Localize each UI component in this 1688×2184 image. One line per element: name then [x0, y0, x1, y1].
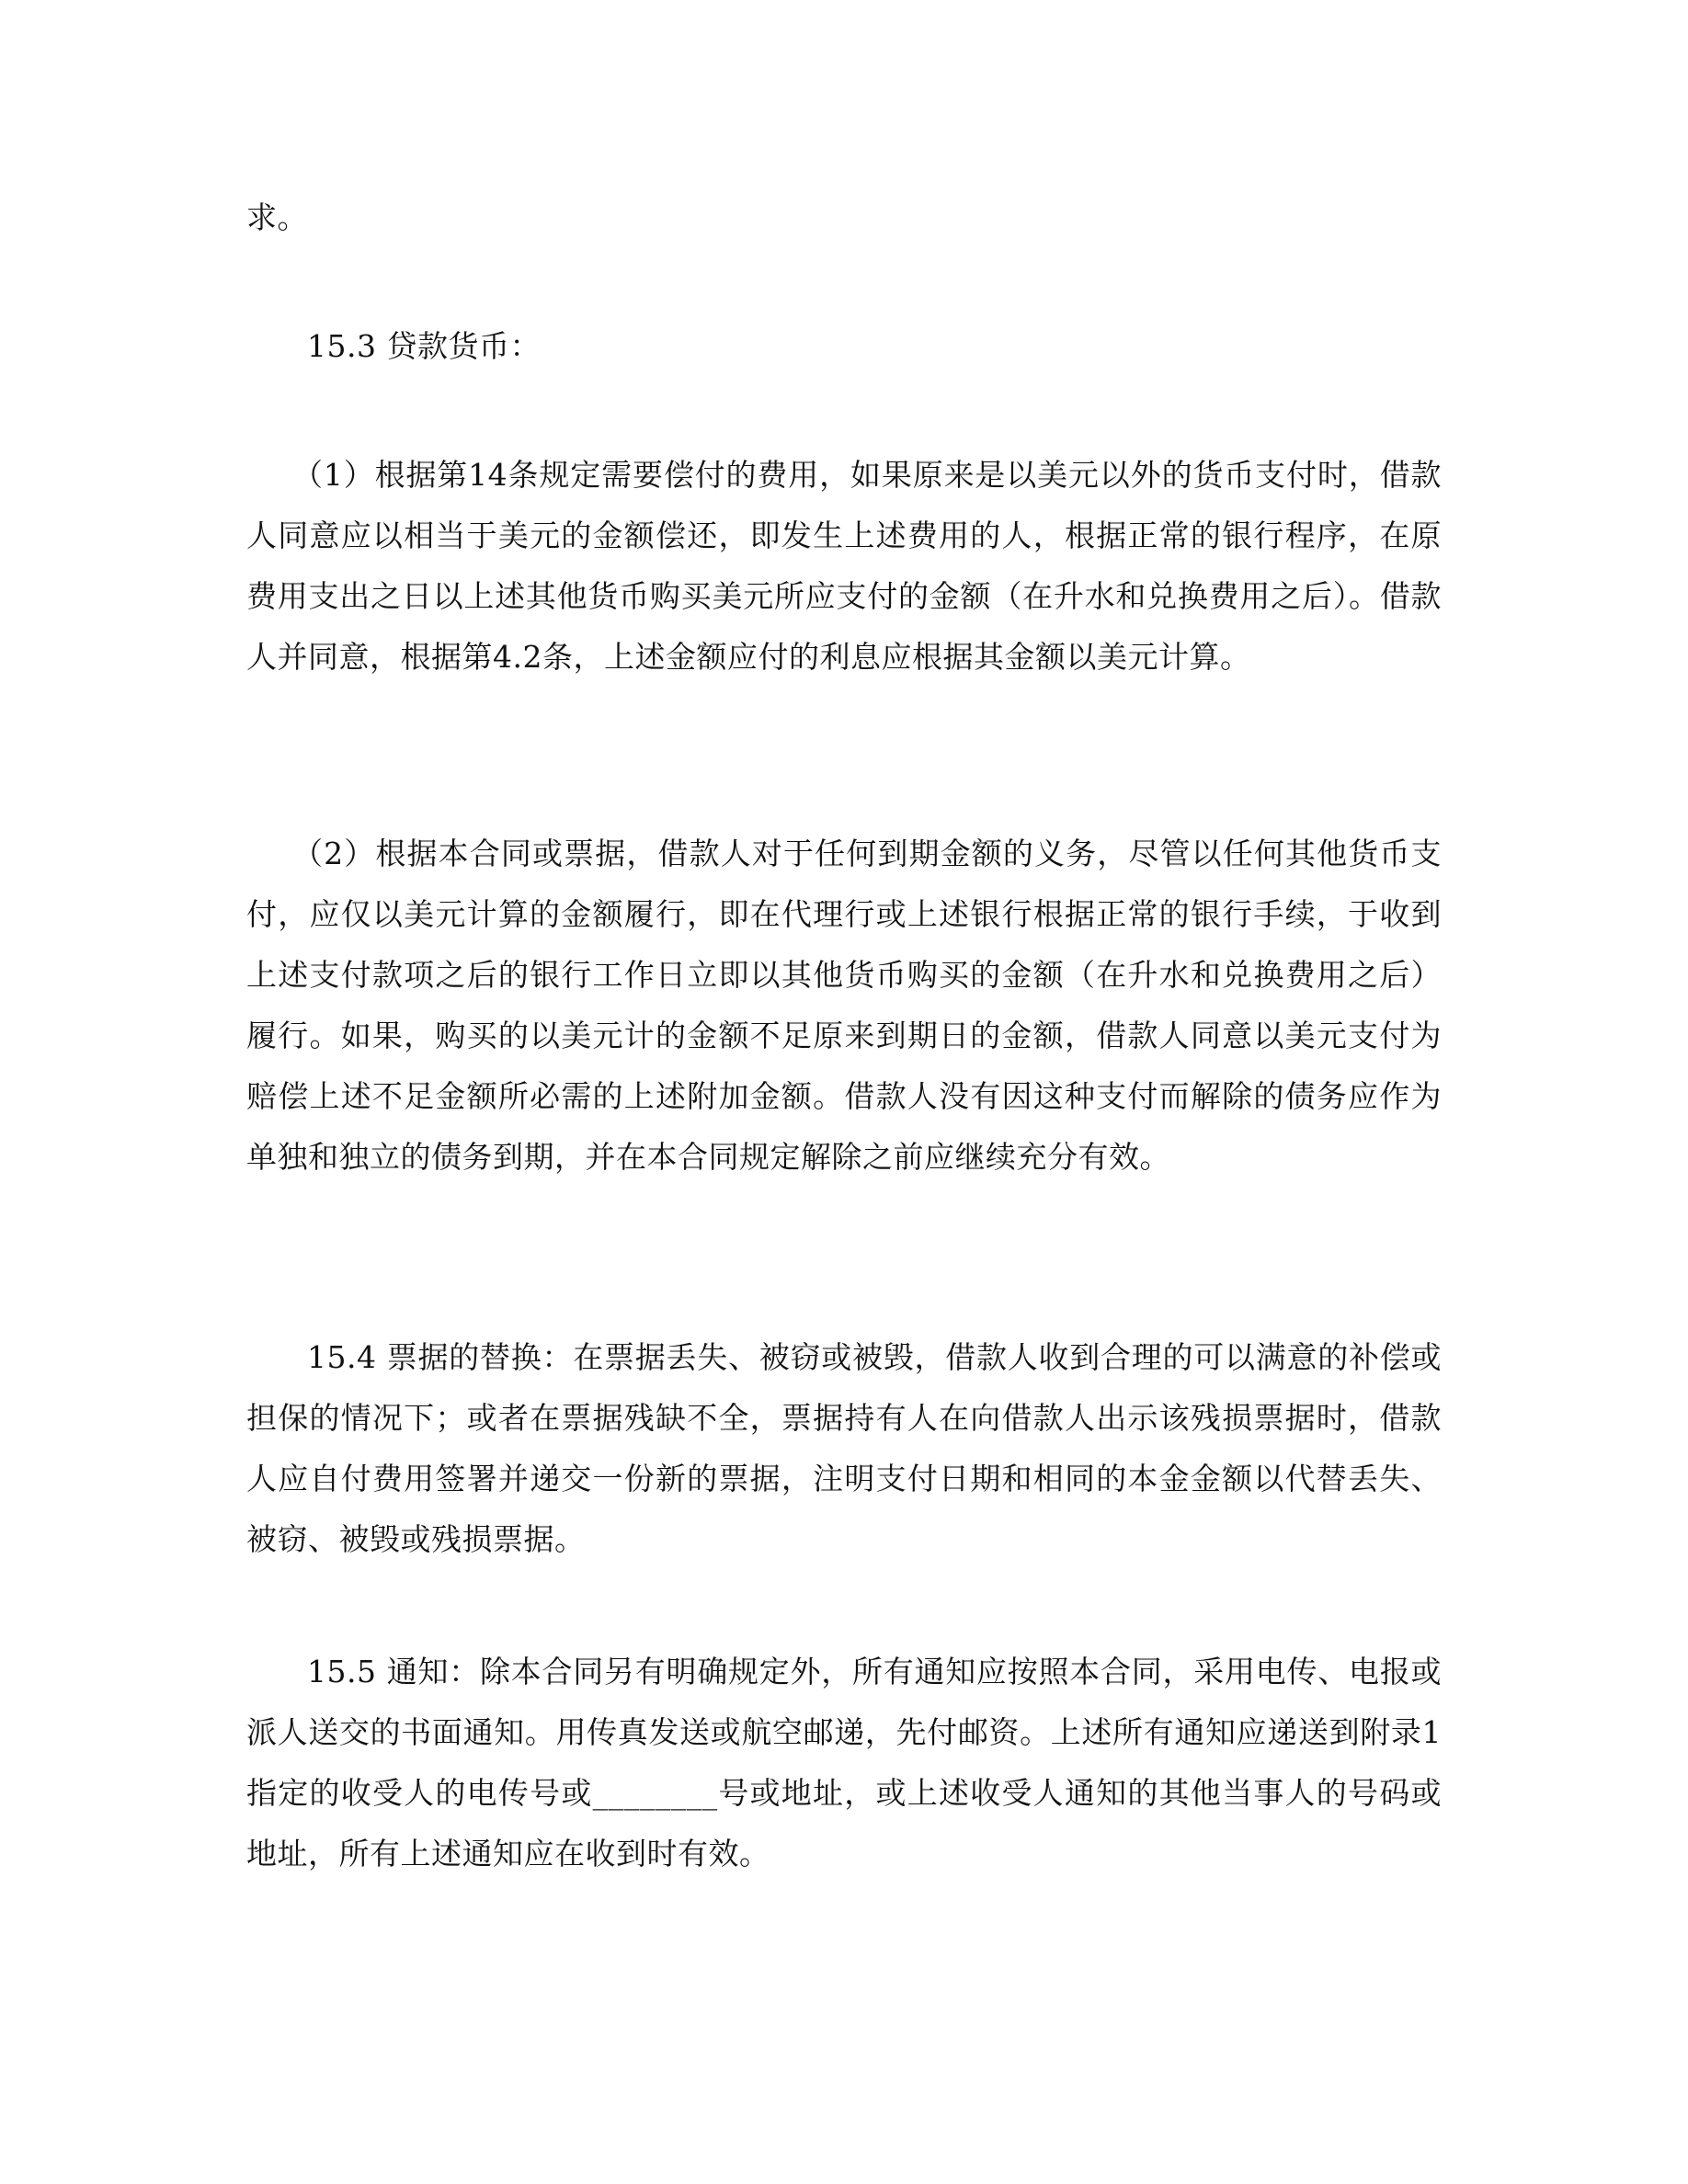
paragraph-15-3-2: （2）根据本合同或票据，借款人对于任何到期金额的义务，尽管以任何其他货币支付，应仅以美元计算的金额履行，即在代理行或上述银行根据正常的银行手续，于收到上述支付款项之后的银行工作日立即以其他货币购买的金额（在升水和兑换费用之后）履行。如果，购买的以美元计的金额不足原来到期日的金额，借款人同意以美元支付为赔偿上述不足金额所必需的上述附加金额。借款人没有因这种支付而解除的债务应作为单独和独立的债务到期，并在本合同规定解除之前应继续充分有效。: [246, 836, 1442, 1175]
paragraph-15-4: 15.4 票据的替换：在票据丢失、被窃或被毁，借款人收到合理的可以满意的补偿或担保的情况下；或者在票据残缺不全，票据持有人在向借款人出示该残损票据时，借款人应自付费用签署并递交一份新的票据，注明支付日期和相同的本金金额以代替丢失、被窃、被毁或残损票据。: [246, 1339, 1442, 1557]
paragraph-15-5: 15.5 通知：除本合同另有明确规定外，所有通知应按照本合同，采用电传、电报或派人送交的书面通知。用传真发送或航空邮递，先付邮资。上述所有通知应递送到附录1指定的收受人的电传号或________号或地址，或上述收受人通知的其他当事人的号码或地址，所有上述通知应在收到时有效。: [246, 1654, 1442, 1871]
section-heading-15-3: 15.3 贷款货币：: [307, 328, 541, 364]
paragraph-continuation: 求。: [246, 199, 308, 235]
paragraph-15-3-1: （1）根据第14条规定需要偿付的费用，如果原来是以美元以外的货币支付时，借款人同意应以相当于美元的金额偿还，即发生上述费用的人，根据正常的银行程序，在原费用支出之日以上述其他货币购买美元所应支付的金额（在升水和兑换费用之后）。借款人并同意，根据第4.2条，上述金额应付的利息应根据其金额以美元计算。: [246, 457, 1442, 675]
